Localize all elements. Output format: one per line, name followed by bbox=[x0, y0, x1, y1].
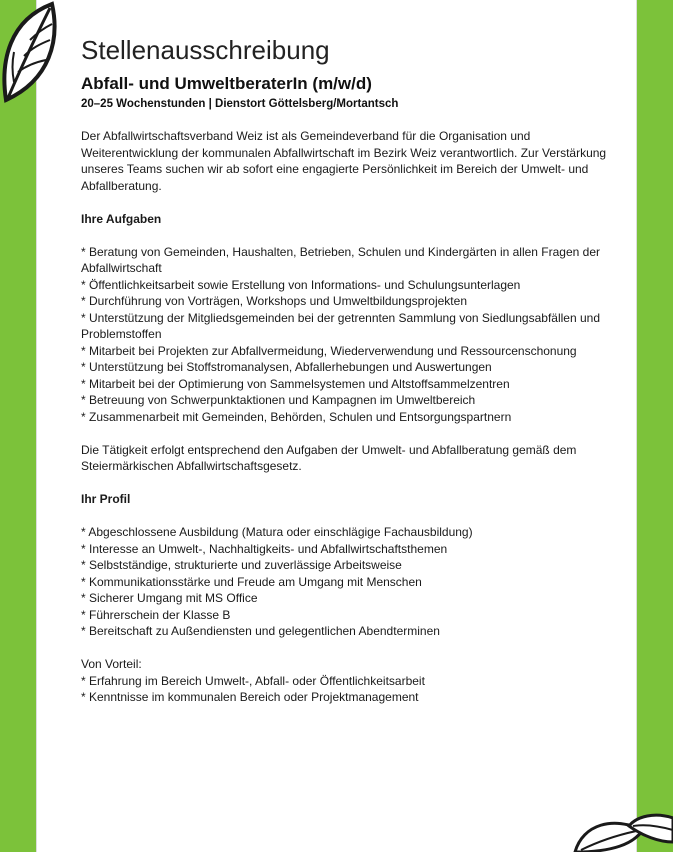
advantage-label: Von Vorteil: bbox=[81, 657, 142, 671]
left-green-border bbox=[0, 0, 36, 852]
profile-heading: Ihr Profil bbox=[81, 492, 131, 506]
list-item: * Zusammenarbeit mit Gemeinden, Behörden, Schulen und Entsorgungspartnern bbox=[81, 409, 512, 424]
job-posting bbox=[81, 30, 611, 706]
page-title: Stellenausschreibung bbox=[81, 35, 330, 65]
leaf-icon bbox=[0, 0, 62, 112]
list-item: * Kenntnisse im kommunalen Bereich oder Projektmanagement bbox=[81, 690, 419, 704]
list-item: * Unterstützung bei Stoffstromanalysen, Abfallerhebungen und Auswertungen bbox=[81, 360, 492, 374]
job-meta: 20–25 Wochenstunden | Dienstort Göttelsberg/Mortantsch bbox=[81, 98, 399, 110]
job-title: Abfall- und UmweltberaterIn (m/w/d) bbox=[81, 74, 372, 93]
list-item: * Abgeschlossene Ausbildung (Matura oder einschlägige Fachausbildung) bbox=[81, 525, 473, 539]
tasks-heading: Ihre Aufgaben bbox=[81, 211, 162, 226]
intro-paragraph: Der Abfallwirtschaftsverband Weiz ist als Gemeindeverband für die Organisation und Weiterentwicklung der kommunalen Abfallwirtschaft im Bezirk Weiz verantwortlich. Zur Verstärkung unseres Teams suchen wir ab sofort eine engagierte Persönlichkeit im Bereich der Umwelt- und Abfallberatung. bbox=[81, 129, 607, 193]
page-edge-right bbox=[636, 0, 637, 852]
list-item: * Betreuung von Schwerpunktaktionen und Kampagnen im Umweltbereich bbox=[81, 393, 476, 407]
list-item: * Bereitschaft zu Außendiensten und gelegentlichen Abendterminen bbox=[81, 624, 440, 638]
list-item: * Sicherer Umgang mit MS Office bbox=[81, 591, 258, 605]
list-item: * Mitarbeit bei der Optimierung von Sammelsystemen und Altstoffsammelzentren bbox=[81, 376, 510, 391]
list-item: * Mitarbeit bei Projekten zur Abfallvermeidung, Wiederverwendung und Ressourcenschonung bbox=[81, 343, 577, 358]
tasks-closing: Die Tätigkeit erfolgt entsprechend den Aufgaben der Umwelt- und Abfallberatung gemäß dem Steiermärkischen Abfallwirtschaftsgesetz. bbox=[81, 442, 577, 473]
page-edge-left bbox=[36, 0, 37, 852]
list-item: * Führerschein der Klasse B bbox=[81, 607, 231, 622]
list-item: * Kommunikationsstärke und Freude am Umgang mit Menschen bbox=[81, 574, 422, 589]
tasks-list bbox=[81, 244, 611, 426]
list-item: * Beratung von Gemeinden, Haushalten, Betrieben, Schulen und Kindergärten in allen Fragen der Abfallwirtschaft bbox=[81, 244, 601, 275]
profile-list bbox=[81, 524, 611, 640]
advantages-list bbox=[81, 673, 611, 706]
right-green-border bbox=[637, 0, 673, 852]
list-item: * Selbstständige, strukturierte und zuverlässige Arbeitsweise bbox=[81, 558, 402, 572]
list-item: * Öffentlichkeitsarbeit sowie Erstellung von Informations- und Schulungsunterlagen bbox=[81, 277, 521, 292]
list-item: * Erfahrung im Bereich Umwelt-, Abfall- oder Öffentlichkeitsarbeit bbox=[81, 673, 425, 688]
list-item: * Durchführung von Vorträgen, Workshops und Umweltbildungsprojekten bbox=[81, 294, 467, 308]
list-item: * Interesse an Umwelt-, Nachhaltigkeits- und Abfallwirtschaftsthemen bbox=[81, 541, 448, 556]
list-item: * Unterstützung der Mitgliedsgemeinden bei der getrennten Sammlung von Siedlungsabfällen und Problemstoffen bbox=[81, 310, 600, 341]
leaf-icon bbox=[573, 812, 673, 852]
